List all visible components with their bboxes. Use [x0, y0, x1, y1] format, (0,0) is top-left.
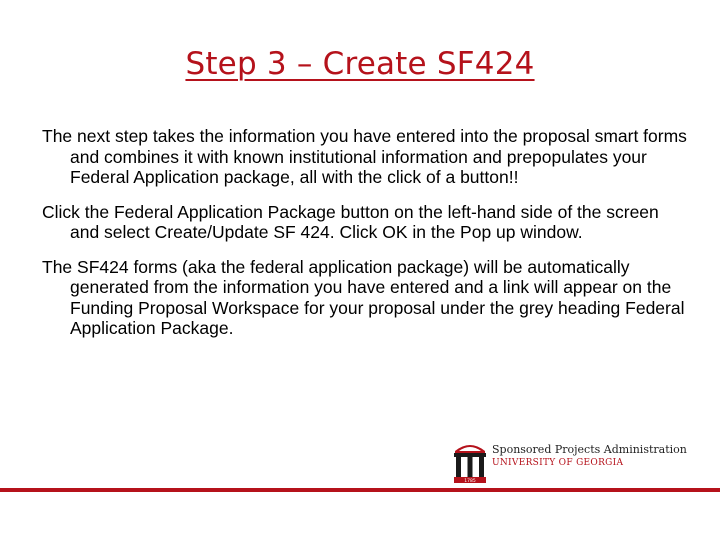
bottom-divider [0, 488, 720, 492]
uga-logo [452, 438, 692, 484]
logo-year: 1785 [464, 479, 476, 484]
paragraph-2: Click the Federal Application Package button on the left-hand side of the screen and select Create/Update SF 424. Click OK in the Pop up window. [42, 201, 659, 242]
paragraph-3: The SF424 forms (aka the federal application package) will be automatically generated from the information you have entered and a link will appear on the Funding Proposal Workspace for your proposal under the grey heading Federal Application Package. [42, 256, 685, 338]
slide-body [42, 126, 692, 353]
paragraph-1: The next step takes the information you have entered into the proposal smart forms and combines it with known institutional information and prepopulates your Federal Application package, all with the click of a button!! [42, 126, 687, 187]
slide-title: Step 3 – Create SF424 [185, 46, 535, 82]
logo-university: UNIVERSITY OF GEORGIA [492, 458, 624, 468]
arch-icon [452, 438, 488, 484]
logo-department: Sponsored Projects Administration [492, 443, 687, 456]
logo-text [492, 443, 692, 469]
